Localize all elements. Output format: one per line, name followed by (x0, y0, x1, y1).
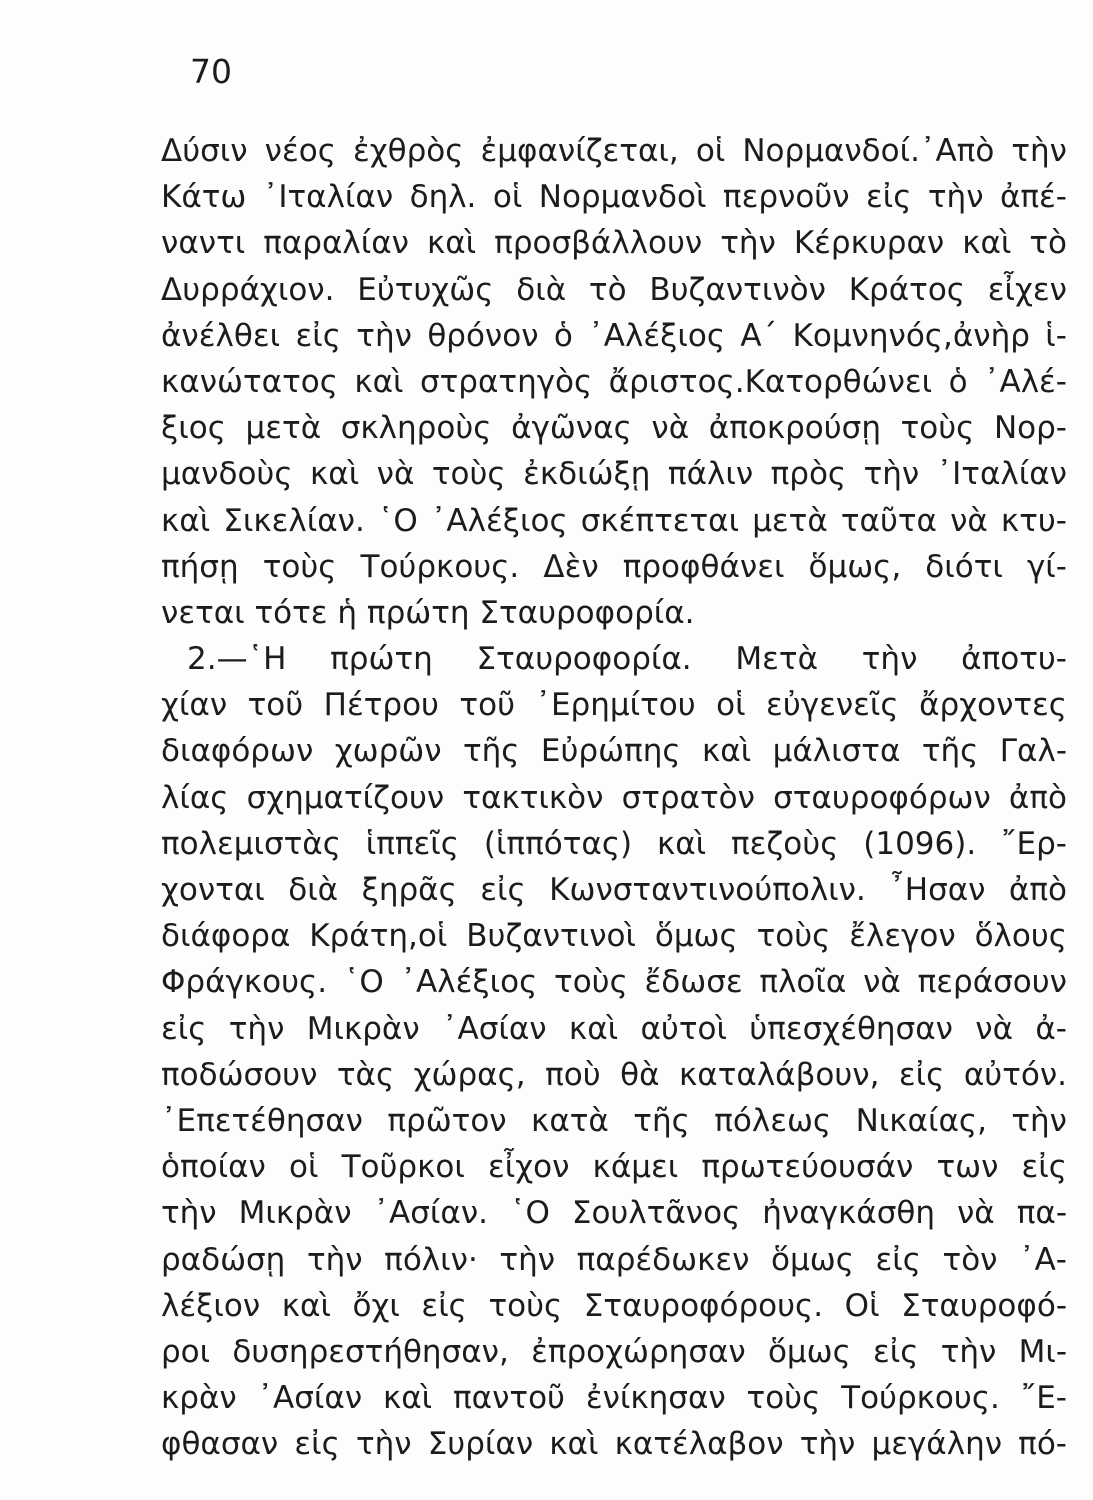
text-line: Δύσιν νέος ἐχθρὸς ἐμφανίζεται, οἱ Νορμανδοί.᾿Απὸ τὴν (161, 133, 1067, 169)
text-line: κανώτατος καὶ στρατηγὸς ἄριστος.Κατορθώνει ὁ ᾿Αλέ- (161, 363, 1067, 400)
text-line: ὁποίαν οἱ Τοῦρκοι εἶχον κάμει πρωτεύουσάν των εἰς (161, 1149, 1067, 1186)
text-line: τὴν Μικρὰν ᾿Ασίαν. ῾Ο Σουλτᾶνος ἠναγκάσθη νὰ πα- (161, 1195, 1067, 1232)
text-line: διαφόρων χωρῶν τῆς Εὐρώπης καὶ μάλιστα τῆς Γαλ- (161, 733, 1067, 770)
text-line: ἀνέλθει εἰς τὴν θρόνον ὁ ᾿Αλέξιος Α΄ Κομνηνός,ἀνὴρ ἱ- (161, 317, 1067, 354)
text-line: καὶ Σικελίαν. ῾Ο ᾿Αλέξιος σκέπτεται μετὰ ταῦτα νὰ κτυ- (161, 502, 1067, 539)
text-line: ροι δυσηρεστήθησαν, ἐπροχώρησαν ὅμως εἰς τὴν Μι- (161, 1333, 1067, 1370)
text-line: Κάτω ᾿Ιταλίαν δηλ. οἱ Νορμανδοὶ περνοῦν εἰς τὴν ἀπέ- (161, 179, 1067, 216)
body-text (161, 128, 1067, 1467)
text-line: ραδώσῃ τὴν πόλιν· τὴν παρέδωκεν ὅμως εἰς τὸν ᾿Α- (161, 1241, 1067, 1278)
text-line: διάφορα Κράτη,οἱ Βυζαντινοὶ ὅμως τοὺς ἔλεγον ὅλους (161, 918, 1067, 955)
text-line: εἰς τὴν Μικρὰν ᾿Ασίαν καὶ αὐτοὶ ὑπεσχέθησαν νὰ ἀ- (161, 1010, 1067, 1047)
text-line: φθασαν εἰς τὴν Συρίαν καὶ κατέλαβον τὴν μεγάλην πό- (161, 1426, 1067, 1463)
text-line: ᾿Επετέθησαν πρῶτον κατὰ τῆς πόλεως Νικαίας, τὴν (161, 1102, 1067, 1139)
text-line: Φράγκους. ῾Ο ᾿Αλέξιος τοὺς ἔδωσε πλοῖα νὰ περάσουν (161, 964, 1067, 1001)
text-line: κρὰν ᾿Ασίαν καὶ παντοῦ ἐνίκησαν τοὺς Τούρκους. ῎Ε- (161, 1380, 1067, 1417)
text-line: λίας σχηματίζουν τακτικὸν στρατὸν σταυροφόρων ἀπὸ (161, 779, 1067, 816)
text-line: πήσῃ τοὺς Τούρκους. Δὲν προφθάνει ὅμως, διότι γί- (161, 548, 1067, 585)
text-line: νεται τότε ἡ πρώτη Σταυροφορία. (161, 594, 695, 631)
text-line: πολεμιστὰς ἱππεῖς (ἱππότας) καὶ πεζοὺς (1096). ῎Ερ- (161, 825, 1067, 862)
section-heading-line: 2.—῾Η πρώτη Σταυροφορία. Μετὰ τὴν ἀποτυ- (187, 641, 1067, 678)
text-line: Δυρράχιον. Εὐτυχῶς διὰ τὸ Βυζαντινὸν Κράτος εἶχεν (161, 271, 1067, 308)
text-line: ναντι παραλίαν καὶ προσβάλλουν τὴν Κέρκυραν καὶ τὸ (161, 225, 1067, 262)
text-line: λέξιον καὶ ὄχι εἰς τοὺς Σταυροφόρους. Οἱ Σταυροφό- (161, 1287, 1067, 1324)
page-number: 70 (190, 52, 232, 91)
text-line: ποδώσουν τὰς χώρας, ποὺ θὰ καταλάβουν, εἰς αὐτόν. (161, 1056, 1067, 1093)
text-line: χίαν τοῦ Πέτρου τοῦ ᾿Ερημίτου οἱ εὐγενεῖς ἄρχοντες (161, 687, 1067, 724)
text-line: μανδοὺς καὶ νὰ τοὺς ἐκδιώξῃ πάλιν πρὸς τὴν ᾿Ιταλίαν (161, 456, 1067, 493)
text-line: ξιος μετὰ σκληροὺς ἀγῶνας νὰ ἀποκρούσῃ τοὺς Νορ- (161, 410, 1067, 447)
text-line: χονται διὰ ξηρᾶς εἰς Κωνσταντινούπολιν. ῏Ησαν ἀπὸ (161, 872, 1067, 908)
